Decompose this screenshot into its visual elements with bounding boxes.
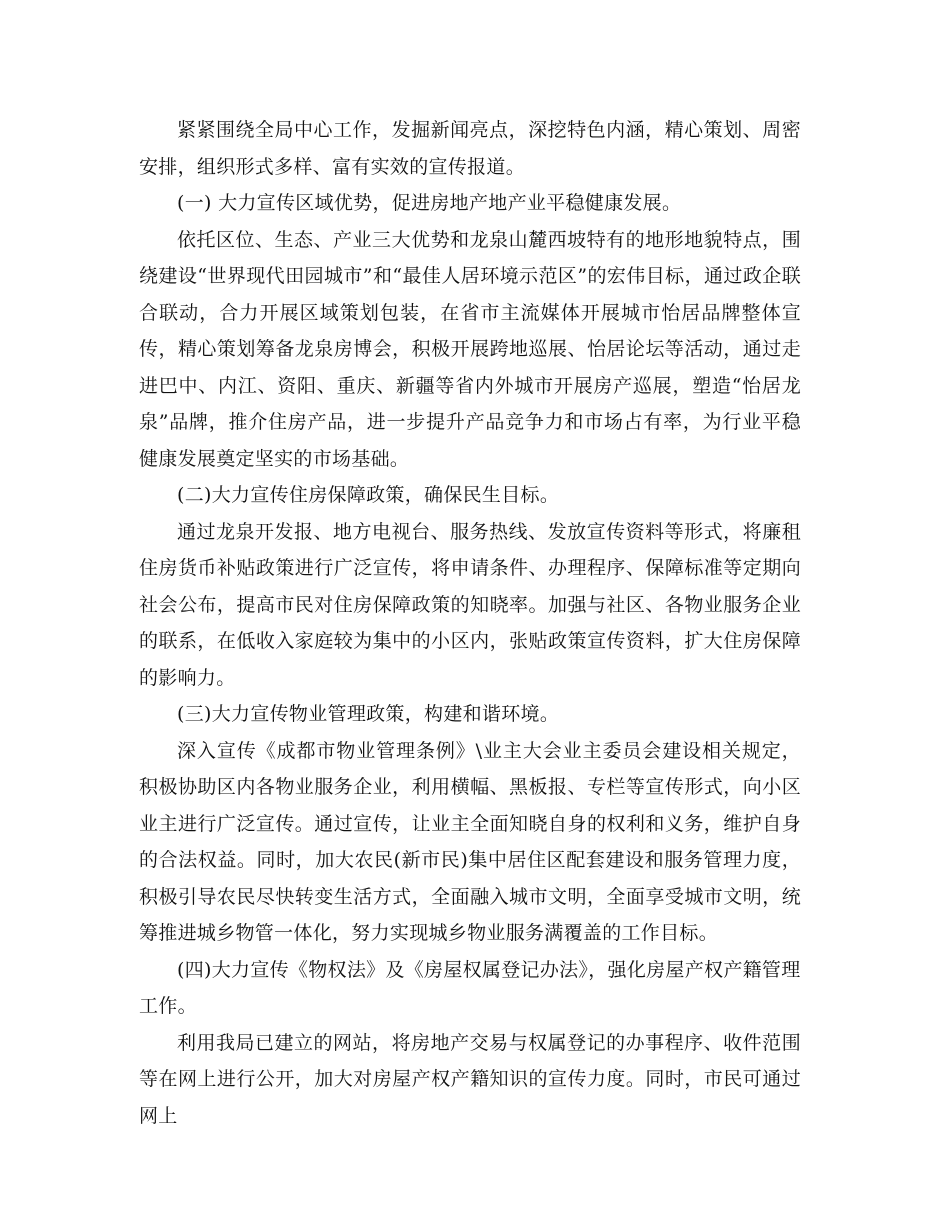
paragraph-regional-advantage: 依托区位、生态、产业三大优势和龙泉山麓西坡特有的地形地貌特点，围绕建设“世界现代田园城市”和“最佳人居环境示范区”的宏伟目标，通过政企联合联动，合力开展区域策划包装，在省市主流媒体开展城市怡居品牌整体宣传，精心策划筹备龙泉房博会，积极开展跨地巡展、怡居论坛等活动，通过走进巴中、内江、资阳、重庆、新疆等省内外城市开展房产巡展，塑造“怡居龙泉”品牌，推介住房产品，进一步提升产品竞争力和市场占有率，为行业平稳健康发展奠定坚实的市场基础。: [139, 228, 801, 470]
section-heading-3: (三)大力宣传物业管理政策，构建和谐环境。: [177, 703, 560, 725]
section-heading-4: (四)大力宣传《物权法》及《房屋权属登记办法》，强化房屋产权产籍管理工作。: [139, 958, 801, 1017]
section-heading-2: (二)大力宣传住房保障政策，确保民生目标。: [177, 484, 560, 506]
paragraph-property-rights: 利用我局已建立的网站，将房地产交易与权属登记的办事程序、收件范围等在网上进行公开，加大对房屋产权产籍知识的宣传力度。同时，市民可通过网上: [139, 1031, 801, 1127]
section-heading-1: (一) 大力宣传区域优势，促进房地产地产业平稳健康发展。: [177, 192, 682, 214]
paragraph-property-management: 深入宣传《成都市物业管理条例》\业主大会业主委员会建设相关规定，积极协助区内各物业服务企业，利用横幅、黑板报、专栏等宣传形式，向小区业主进行广泛宣传。通过宣传，让业主全面知晓自身的权利和义务，维护自身的合法权益。同时，加大农民(新市民)集中居住区配套建设和服务管理力度，积极引导农民尽快转变生活方式，全面融入城市文明，全面享受城市文明，统筹推进城乡物管一体化，努力实现城乡物业服务满覆盖的工作目标。: [139, 739, 801, 944]
document-page: [139, 112, 801, 1134]
paragraph-housing-security: 通过龙泉开发报、地方电视台、服务热线、发放宣传资料等形式，将廉租住房货币补贴政策进行广泛宣传，将申请条件、办理程序、保障标准等定期向社会公布，提高市民对住房保障政策的知晓率。加强与社区、各物业服务企业的联系，在低收入家庭较为集中的小区内，张贴政策宣传资料，扩大住房保障的影响力。: [139, 520, 801, 689]
paragraph-intro: 紧紧围绕全局中心工作，发掘新闻亮点，深挖特色内涵，精心策划、周密安排，组织形式多样、富有实效的宣传报道。: [139, 119, 801, 178]
